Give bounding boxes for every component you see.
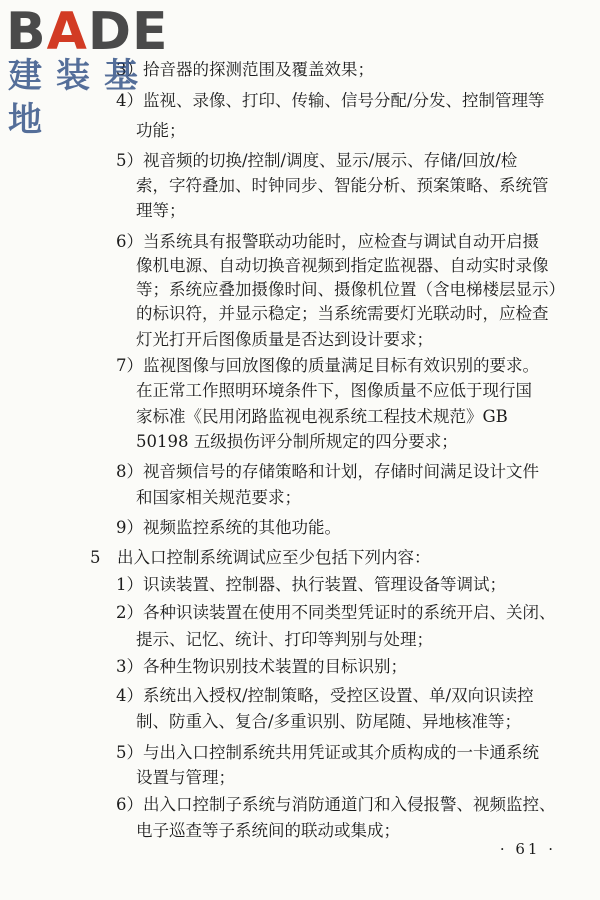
text-line: 的标识符，并显示稳定；当系统需要灯光联动时，应检查 — [136, 304, 549, 323]
text-line: 5）视音频的切换/控制/调度、显示/展示、存储/回放/检 — [116, 151, 518, 170]
text-line: 4）监视、录像、打印、传输、信号分配/分发、控制管理等 — [116, 91, 545, 110]
text-line: 5）与出入口控制系统共用凭证或其介质构成的一卡通系统 — [116, 743, 539, 762]
text-line: 3）拾音器的探测范围及覆盖效果； — [116, 60, 374, 79]
text-line: 理等； — [136, 201, 186, 220]
text-line: 7）监视图像与回放图像的质量满足目标有效识别的要求。 — [116, 356, 539, 375]
text-line: 1）识读装置、控制器、执行装置、管理设备等调试； — [116, 575, 506, 594]
section-heading: 5 出入口控制系统调试应至少包括下列内容： — [90, 548, 431, 567]
text-line: 提示、记忆、统计、打印等判别与处理； — [136, 630, 433, 649]
logo-accent-letter: A — [46, 2, 88, 62]
text-line: 设置与管理； — [136, 768, 235, 787]
text-line: 6）出入口控制子系统与消防通道门和入侵报警、视频监控、 — [116, 795, 556, 814]
text-line: 4）系统出入授权/控制策略，受控区设置、单/双向识读控 — [116, 686, 534, 705]
text-line: 6）当系统具有报警联动功能时，应检查与调试自动开启摄 — [116, 232, 539, 251]
logo-subtitle: 建装基地 — [8, 56, 152, 140]
text-line: 9）视频监控系统的其他功能。 — [116, 518, 341, 537]
text-line: 电子巡查等子系统间的联动或集成； — [136, 821, 400, 840]
text-line: 50198 五级损伤评分制所规定的四分要求； — [136, 432, 458, 451]
text-line: 灯光打开后图像质量是否达到设计要求； — [136, 330, 433, 349]
text-line: 2）各种识读装置在使用不同类型凭证时的系统开启、关闭、 — [116, 603, 556, 622]
page-number: · 61 · — [499, 840, 556, 858]
text-line: 功能； — [136, 121, 186, 140]
text-line: 像机电源、自动切换音视频到指定监视器、自动实时录像 — [136, 256, 549, 275]
text-line: 家标准《民用闭路监视电视系统工程技术规范》GB — [136, 407, 508, 426]
text-line: 索，字符叠加、时钟同步、智能分析、预案策略、系统管 — [136, 176, 549, 195]
text-line: 和国家相关规范要求； — [136, 488, 301, 507]
text-line: 3）各种生物识别技术装置的目标识别； — [116, 657, 407, 676]
text-line: 等；系统应叠加摄像时间、摄像机位置（含电梯楼层显示） — [136, 280, 565, 299]
text-line: 制、防重入、复合/多重识别、防尾随、异地核准等； — [136, 712, 522, 731]
text-line: 在正常工作照明环境条件下，图像质量不应低于现行国 — [136, 381, 532, 400]
logo-brand-text: BADE — [6, 2, 169, 62]
text-line: 8）视音频信号的存储策略和计划，存储时间满足设计文件 — [116, 462, 539, 481]
